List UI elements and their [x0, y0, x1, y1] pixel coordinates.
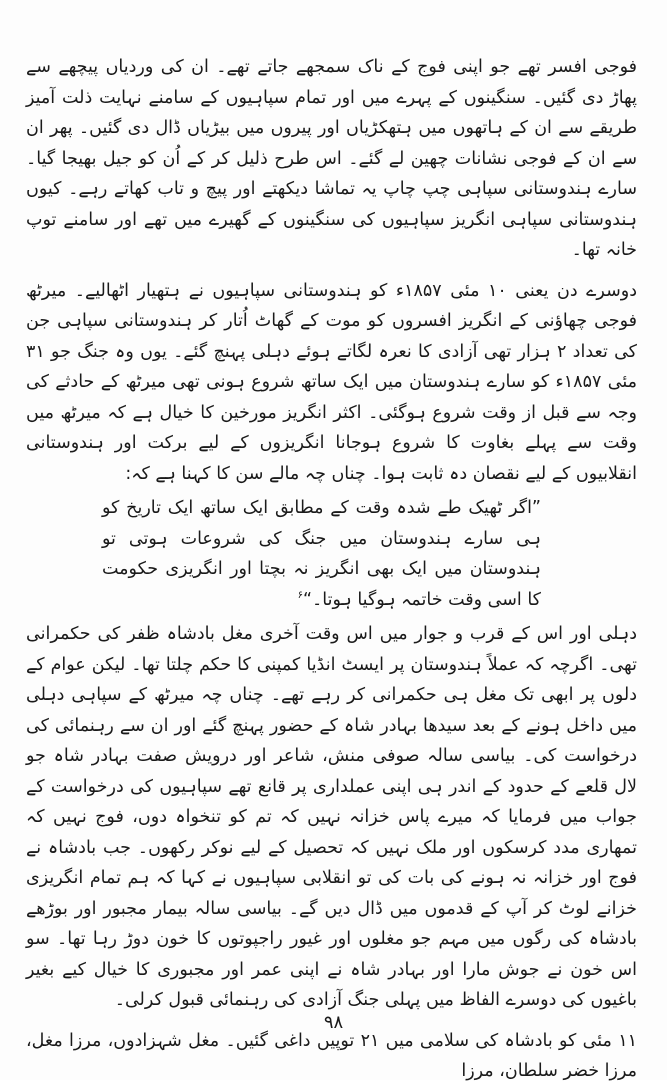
- paragraph-4: ۱۱ مئی کو بادشاہ کی سلامی میں ۲۱ توپیں داغی گئیں۔ مغل شہزادوں، مرزا مغل، مرزا خضر سلطان، مرزا: [26, 1030, 637, 1081]
- paragraph-1: فوجی افسر تھے جو اپنی فوج کے ناک سمجھے جاتے تھے۔ ان کی وردیاں پیچھے سے پھاڑ دی گئیں۔ سنگینوں کے پہرے میں اور تمام سپاہیوں کے سامنے نہایت ذلت آمیز طریقے سے ان کے ہاتھوں میں ہتھکڑیاں اور پیروں میں بیڑیاں ڈال دی گئیں۔ پھر ان سے ان کے فوجی نشانات چھین لے گئے۔ اس طرح ذلیل کر کے اُن کو جیل بھیجا گیا۔ سارے ہندوستانی سپاہی چپ چاپ یہ تماشا دیکھتے اور پیچ و تاب کھاتے رہے۔ کیوں ہندوستانی سپاہی انگریز سپاہیوں کی سنگینوں کے گھیرے میں تھے اور سامنے توپ خانہ تھا۔: [26, 57, 637, 260]
- block-quote: [102, 493, 541, 615]
- quote-text: ”اگر ٹھیک طے شدہ وقت کے مطابق ایک ساتھ ایک تاریخ کو ہی سارے ہندوستان میں جنگ کی شروعات ہوتی تو ہندوستان میں ایک بھی انگریز نہ بچتا اور انگریزی حکومت کا اسی وقت خاتمہ ہوگیا ہوتا۔“: [102, 498, 541, 610]
- paragraph-2: دوسرے دن یعنی ۱۰ مئی ۱۸۵۷ء کو ہندوستانی سپاہیوں نے ہتھیار اٹھالیے۔ میرٹھ فوجی چھاؤنی کے انگریز افسروں کو موت کے گھاٹ اُتار کر ہندوستانی سپاہی جن کی تعداد ۲ ہزار تھی آزادی کا نعرہ لگاتے ہوئے دہلی پہنچ گئے۔ یوں وہ جنگ جو ۳۱ مئی ۱۸۵۷ء کو سارے ہندوستان میں ایک ساتھ شروع ہونی تھی میرٹھ کے حادثے کی وجہ سے قبل از وقت شروع ہوگئی۔ اکثر انگریز مورخین کا خیال ہے کہ میرٹھ میں وقت سے پہلے بغاوت کا شروع ہوجانا انگریزوں کے لیے برکت اور ہندوستانی انقلابیوں کے لیے نقصان دہ ثابت ہوا۔ چناں چہ مالے سن کا کہنا ہے کہ:: [26, 280, 638, 484]
- paragraph-3: دہلی اور اس کے قرب و جوار میں اس وقت آخری مغل بادشاہ ظفر کی حکمرانی تھی۔ اگرچہ کہ عملاً ہندوستان پر ایسٹ انڈیا کمپنی کا حکم چلتا تھا۔ لیکن عوام کے دلوں پر ابھی تک مغل ہی حکمرانی کر رہے تھے۔ چناں چہ میرٹھ کے سپاہی دہلی میں داخل ہونے کے بعد سیدھا بہادر شاہ کے حضور پہنچ گئے اور ان سے رہنمائی کی درخواست کی۔ بیاسی سالہ صوفی منش، شاعر اور درویش صفت بہادر شاہ جو لال قلعے کے حدود کے اندر ہی اپنی عملداری پر قانع تھے سپاہیوں کی درخواست کے جواب میں فرمایا کہ میرے پاس خزانہ نہیں کہ تم کو تنخواہ دوں، فوج نہیں کہ تمھاری مدد کرسکوں اور ملک نہیں کہ تحصیل کے لیے نوکر رکھوں۔ جب بادشاہ نے فوج اور خزانہ نہ ہونے کی بات کی تو انقلابی سپاہیوں نے کہا کہ ہم تمام انگریزی خزانے لوٹ کر آپ کے قدموں میں ڈال دیں گے۔ بیاسی سالہ بیمار مجبور اور بوڑھے بادشاہ کی رگوں میں مہم جو مغلوں اور غیور راجپوتوں کا خون دوڑ رہا تھا۔ سو اس خون نے جوش مارا اور بہادر شاہ نے اپنی عمر اور مجبوری کا خیال کیے بغیر باغیوں کی دوسرے الفاظ میں پہلی جنگ آزادی کی رہنمائی قبول کرلی۔: [26, 624, 637, 1010]
- footnote-marker: ۶: [297, 589, 303, 601]
- page-number: ۹۸: [323, 1012, 344, 1033]
